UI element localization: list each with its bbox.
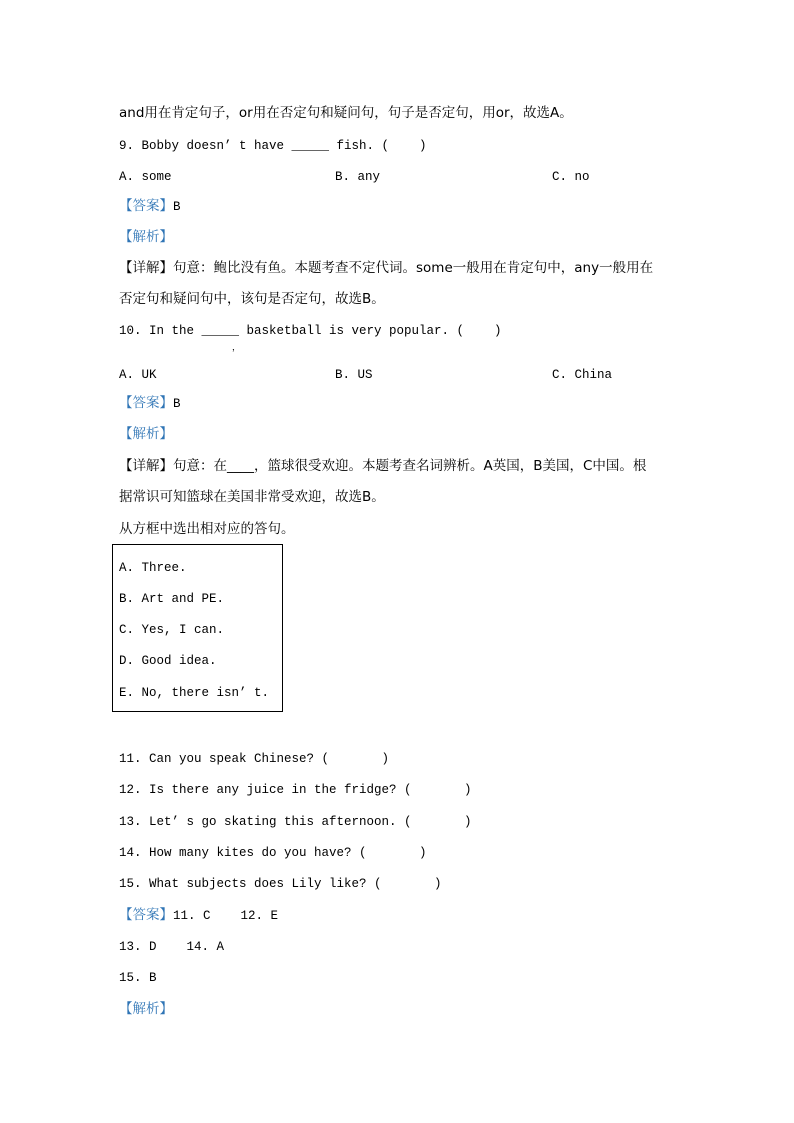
q10-option-b: B. US [335, 368, 373, 382]
analysis-tag: 【解析】 [119, 1001, 173, 1017]
answers-row1 [119, 906, 278, 925]
q10-answer-row [119, 394, 181, 413]
q9-analysis-tag: 【解析】 [119, 229, 173, 245]
intro-explanation: and用在肯定句子，or用在否定句和疑问句，句子是否定句，用or，故选A。 [119, 105, 573, 121]
q10-answer: B [173, 397, 181, 411]
question-15: 15. What subjects does Lily like? ( ) [119, 877, 442, 891]
q9-option-c: C. no [552, 170, 590, 184]
q9-answer-row [119, 197, 181, 216]
q10-option-a: A. UK [119, 368, 157, 382]
answer-tag: 【答案】 [119, 198, 173, 214]
answers-line3: 15. B [119, 971, 157, 985]
box-option-c: C. Yes, I can. [119, 623, 225, 637]
detail-tag: 【详解】 [119, 458, 173, 474]
question-14: 14. How many kites do you have? ( ) [119, 846, 427, 860]
answers-line2: 13. D 14. A [119, 940, 225, 954]
answer-tag: 【答案】 [119, 907, 173, 923]
box-option-a: A. Three. [119, 561, 187, 575]
q9-detail-line1: 句意：鲍比没有鱼。本题考查不定代词。some一般用在肯定句中，any一般用在 [173, 260, 654, 276]
q10-detail-line2: 据常识可知篮球在美国非常受欢迎，故选B。 [119, 489, 385, 505]
q9-answer: B [173, 200, 181, 214]
q10-stray-mark: ， [232, 343, 242, 353]
q9-detail-row1 [119, 259, 653, 278]
answers-line1: 11. C 12. E [173, 909, 279, 923]
box-option-b: B. Art and PE. [119, 592, 225, 606]
box-option-e: E. No, there isn’ t. [119, 686, 270, 700]
question-12: 12. Is there any juice in the fridge? ( ) [119, 783, 472, 797]
q9-option-b: B. any [335, 170, 381, 184]
q9-detail-line2: 否定句和疑问句中，该句是否定句，故选B。 [119, 291, 385, 307]
box-option-d: D. Good idea. [119, 654, 217, 668]
question-11: 11. Can you speak Chinese? ( ) [119, 752, 390, 766]
q10-option-c: C. China [552, 368, 613, 382]
section-instruction: 从方框中选出相对应的答句。 [119, 521, 295, 537]
answer-tag: 【答案】 [119, 395, 173, 411]
q10-question: 10. In the _____ basketball is very popular. ( ) [119, 324, 502, 338]
detail-tag: 【详解】 [119, 260, 173, 276]
q10-analysis-tag: 【解析】 [119, 426, 173, 442]
q9-option-a: A. some [119, 170, 172, 184]
question-13: 13. Let’ s go skating this afternoon. ( ) [119, 815, 472, 829]
q9-question: 9. Bobby doesn’ t have _____ fish. ( ) [119, 139, 427, 153]
q10-detail-row1 [119, 457, 646, 476]
q10-detail-line1: 句意：在____，篮球很受欢迎。本题考查名词辨析。A英国，B美国，C中国。根 [173, 458, 647, 474]
